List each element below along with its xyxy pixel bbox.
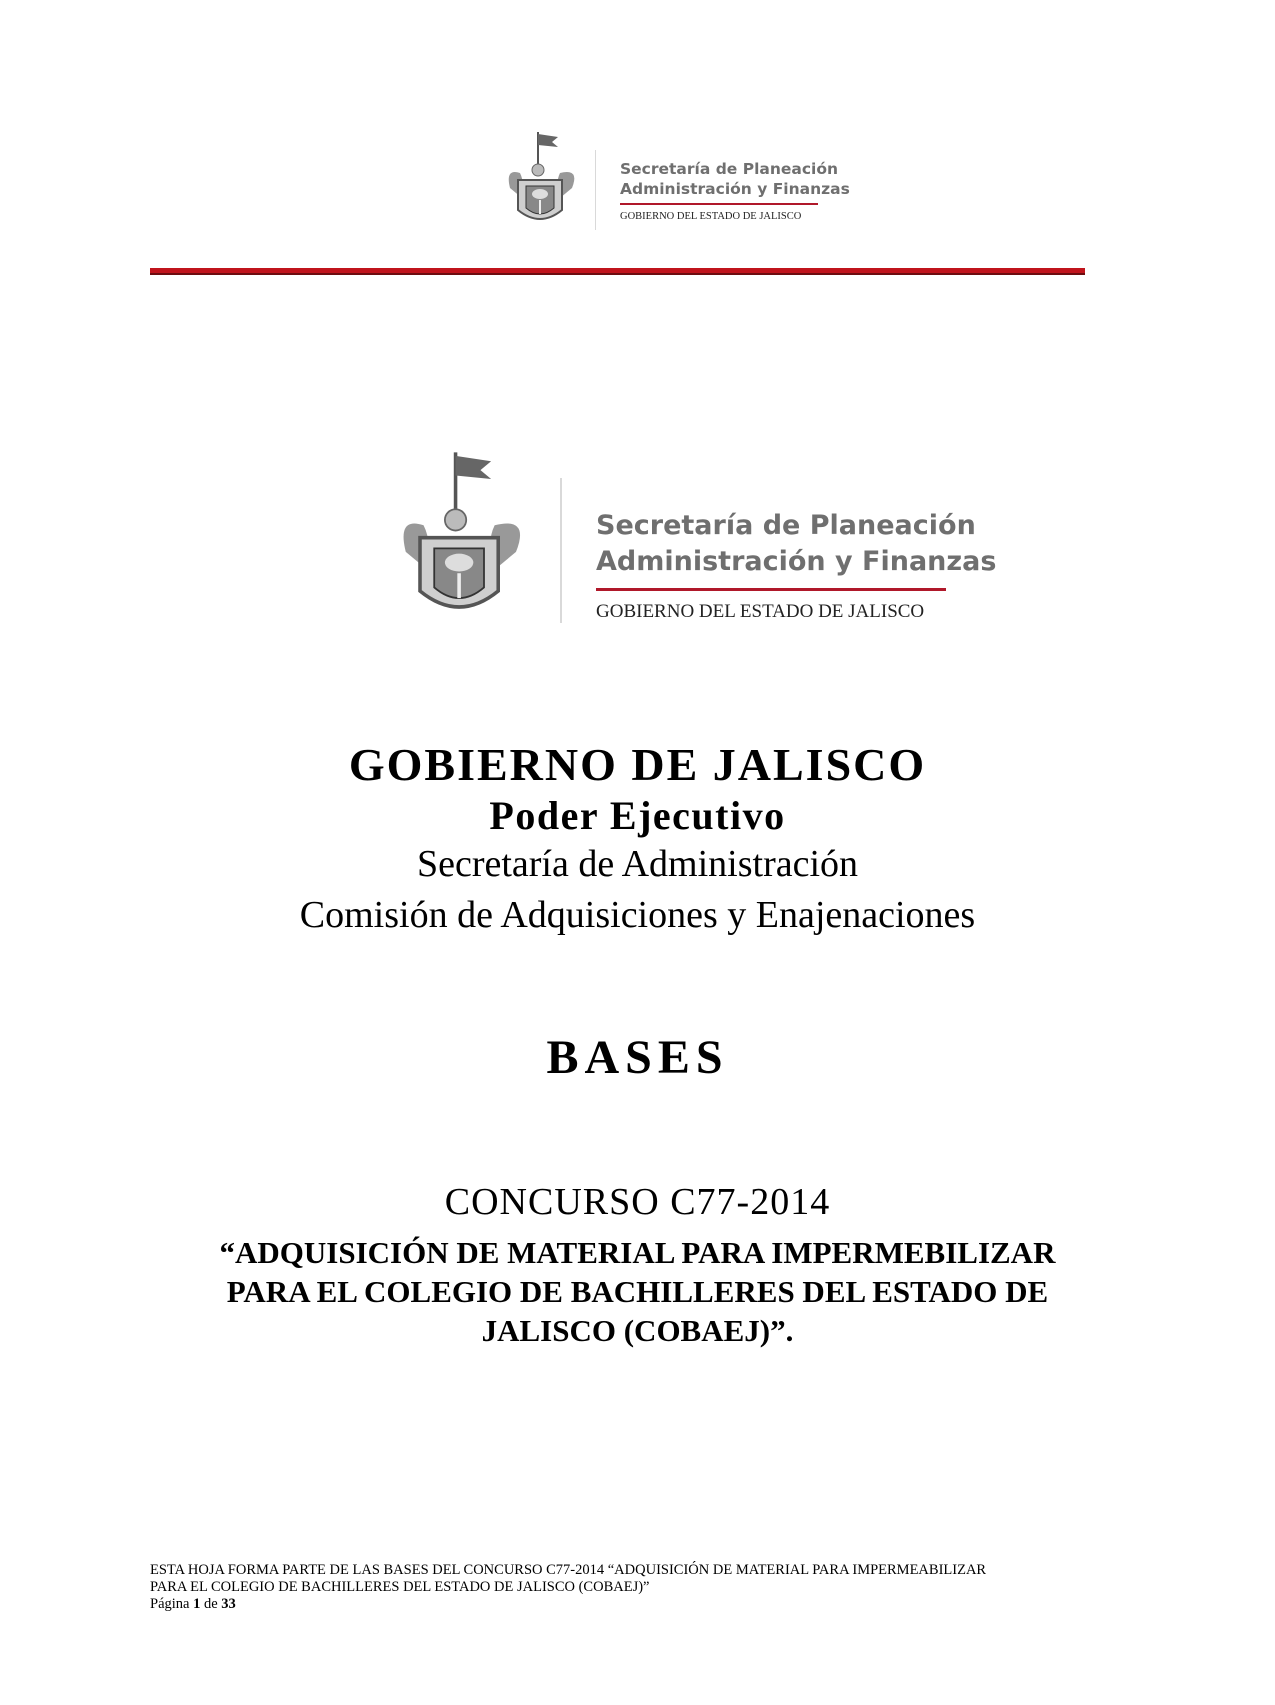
logo-line-2: Administración y Finanzas bbox=[620, 180, 850, 198]
logo-line-3: GOBIERNO DEL ESTADO DE JALISCO bbox=[596, 601, 925, 622]
page-total: 33 bbox=[221, 1596, 236, 1612]
jalisco-coat-of-arms-icon bbox=[500, 128, 590, 238]
page-label: Página bbox=[150, 1596, 190, 1612]
logo-line-2: Administración y Finanzas bbox=[596, 546, 997, 577]
main-logo bbox=[388, 448, 997, 648]
logo-line-1: Secretaría de Planeación bbox=[620, 160, 839, 178]
logo-line-3: GOBIERNO DEL ESTADO DE JALISCO bbox=[620, 211, 802, 222]
jalisco-coat-of-arms-icon bbox=[388, 438, 548, 648]
footer-line-2: PARA EL COLEGIO DE BACHILLERES DEL ESTADO DE JALISCO (COBAEJ)” bbox=[150, 1579, 650, 1595]
page-of: de bbox=[203, 1596, 218, 1612]
logo-line-1: Secretaría de Planeación bbox=[596, 510, 976, 541]
header-logo bbox=[500, 128, 850, 238]
government-title: GOBIERNO DE JALISCO bbox=[348, 739, 927, 790]
footer-line-1: ESTA HOJA FORMA PARTE DE LAS BASES DEL CONCURSO C77-2014 “ADQUISICIÓN DE MATERIAL PARA IMPERMEABILIZAR bbox=[150, 1562, 987, 1578]
contest-id: CONCURSO C77-2014 bbox=[444, 1181, 831, 1223]
page-number bbox=[150, 1596, 1150, 1613]
commission-title: Comisión de Adquisiciones y Enajenaciones bbox=[299, 894, 976, 936]
contest-description: “ADQUISICIÓN DE MATERIAL PARA IMPERMEBILIZAR PARA EL COLEGIO DE BACHILLERES DEL ESTADO DE JALISCO (COBAEJ)”. bbox=[219, 1235, 1056, 1348]
branch-title: Poder Ejecutivo bbox=[489, 793, 786, 838]
page-current: 1 bbox=[193, 1596, 201, 1612]
secretariat-title: Secretaría de Administración bbox=[416, 843, 859, 885]
page-footer bbox=[150, 1562, 1150, 1613]
header-rule bbox=[150, 268, 1085, 275]
bases-heading: BASES bbox=[546, 1031, 729, 1084]
